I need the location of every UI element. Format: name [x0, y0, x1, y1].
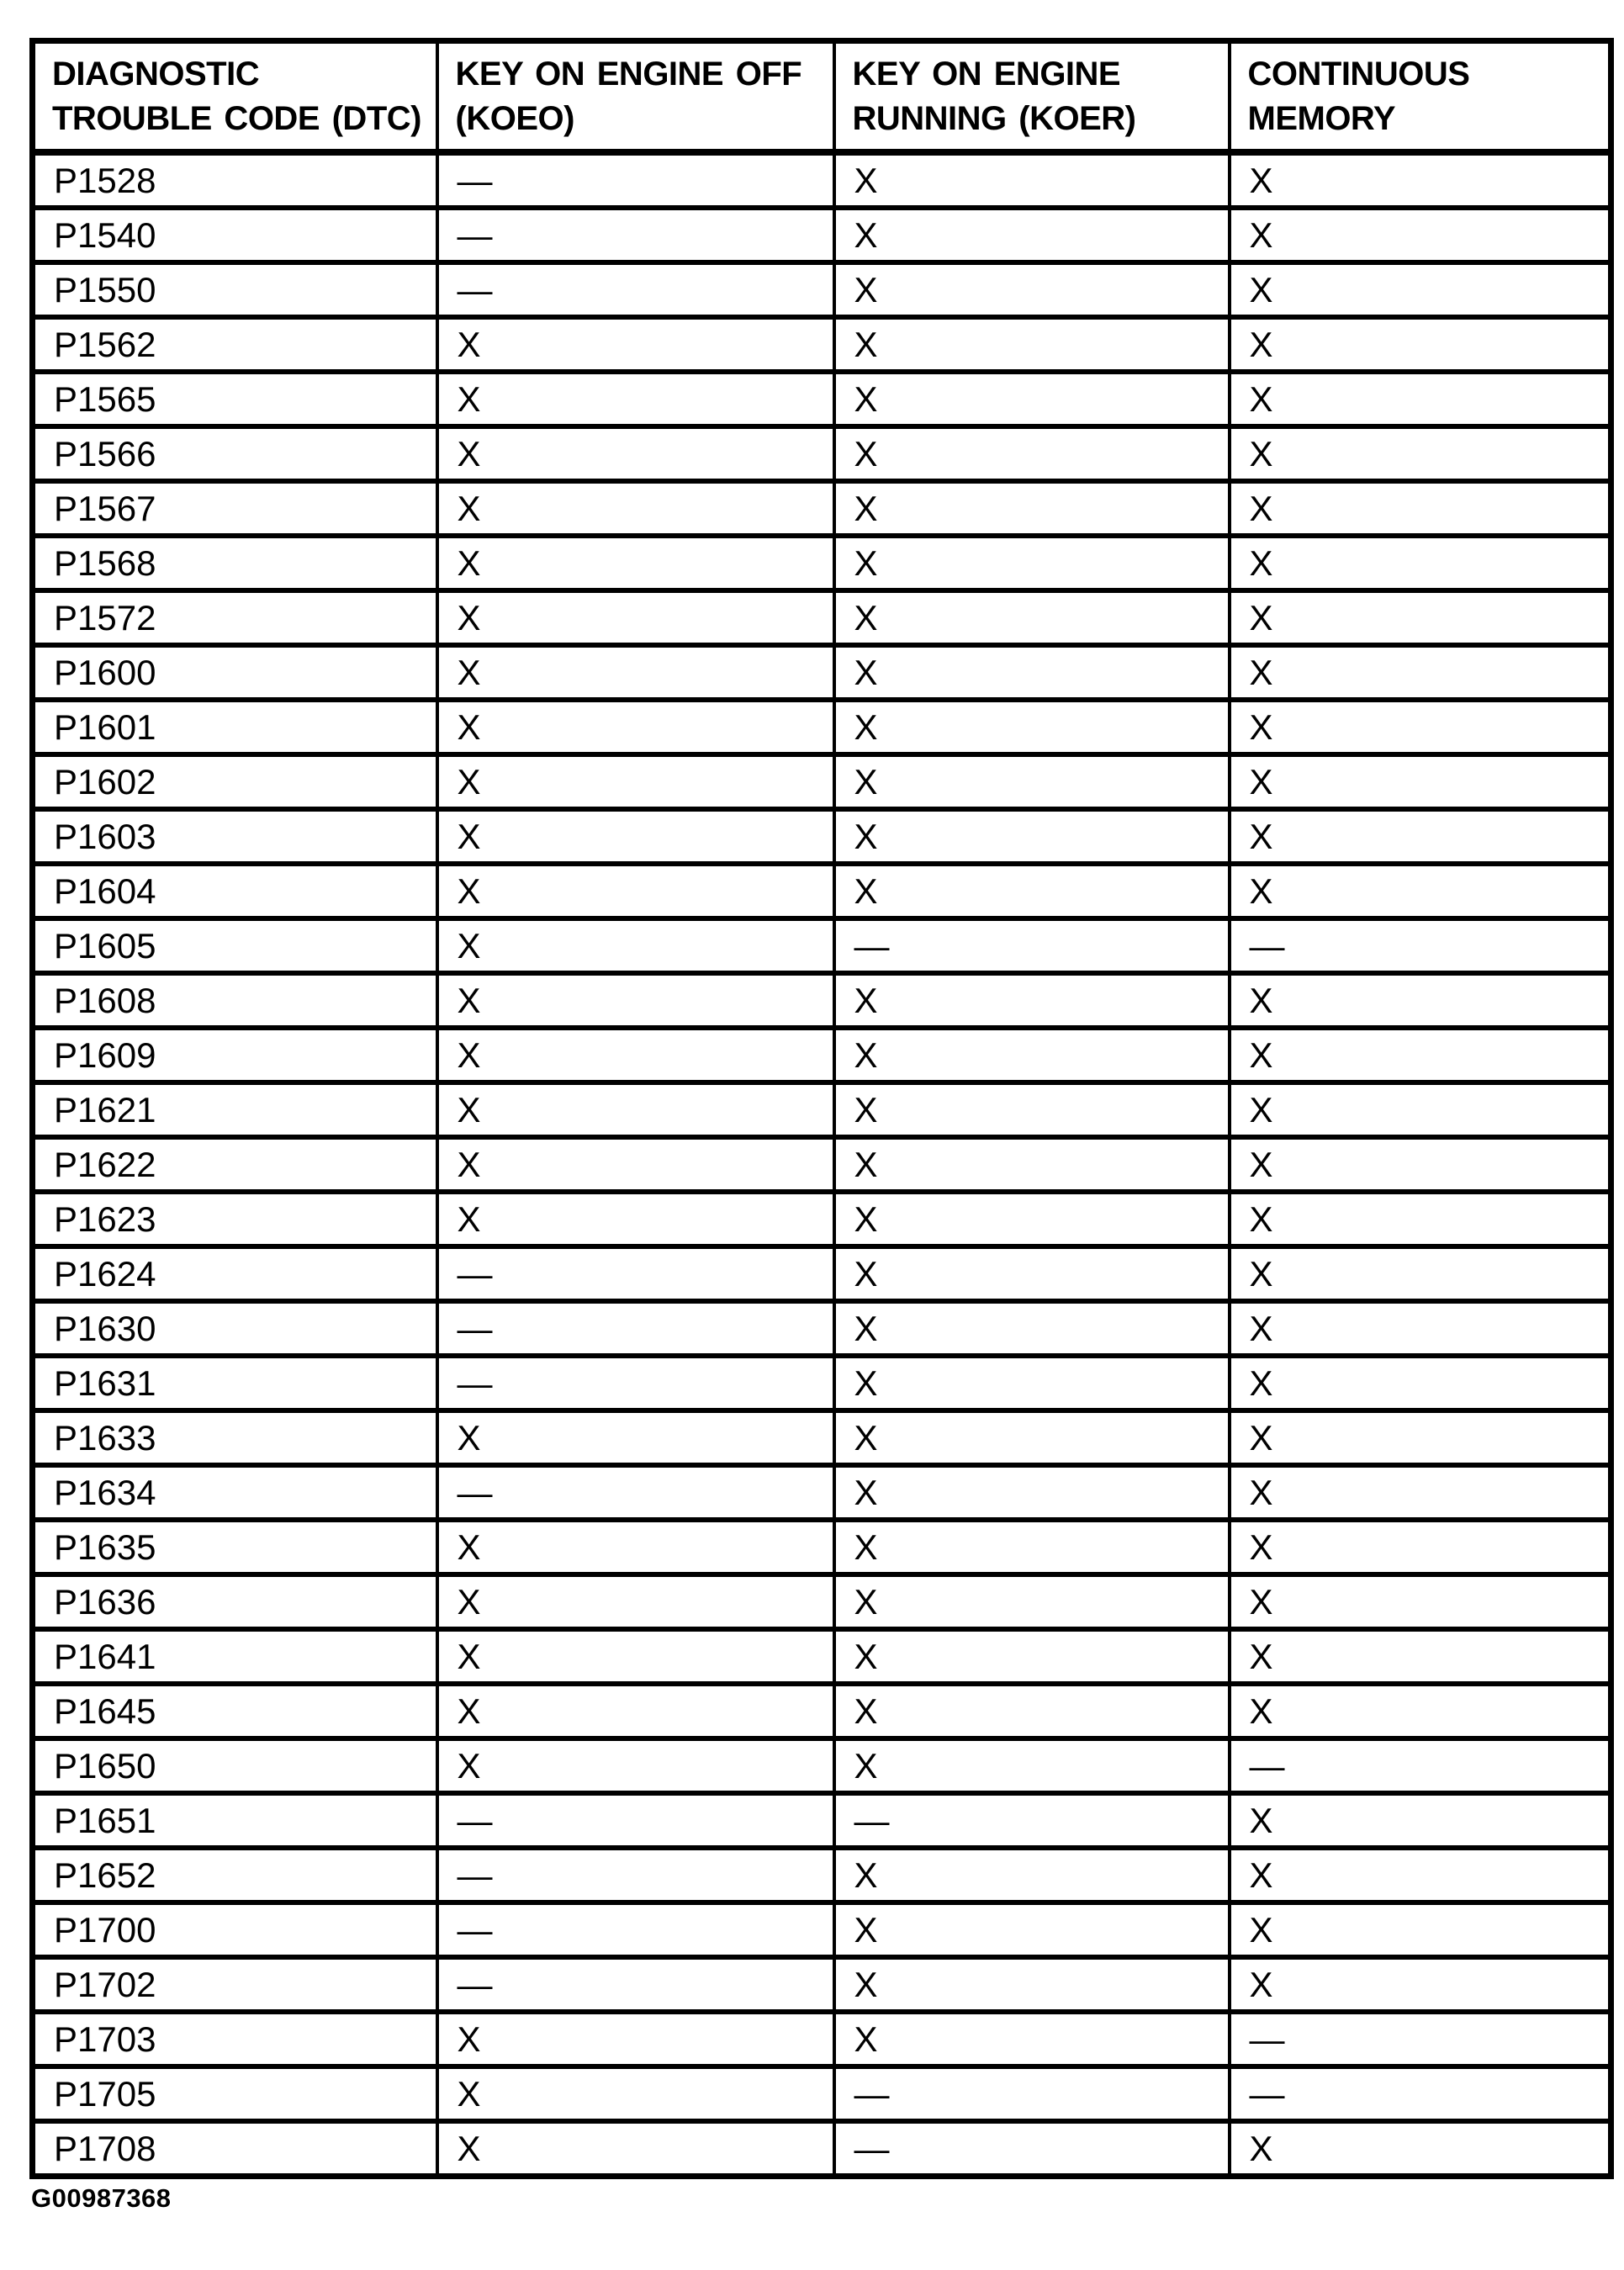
status-cell-cm: X	[1230, 1629, 1611, 1684]
dtc-code-cell: P1604	[33, 864, 437, 918]
status-cell-cm: X	[1230, 1520, 1611, 1574]
table-row	[33, 1082, 1611, 1137]
status-cell-koeo: X	[437, 1738, 834, 1793]
status-cell-koer: X	[834, 1082, 1230, 1137]
status-cell-koeo: —	[437, 1301, 834, 1356]
status-cell-koeo: X	[437, 864, 834, 918]
status-cell-cm: X	[1230, 645, 1611, 700]
status-cell-koer: X	[834, 1957, 1230, 2012]
dtc-code-cell: P1566	[33, 426, 437, 481]
status-cell-koeo: —	[437, 1848, 834, 1902]
status-cell-koer: X	[834, 864, 1230, 918]
table-row	[33, 864, 1611, 918]
status-cell-koer: X	[834, 700, 1230, 754]
status-cell-cm: X	[1230, 1574, 1611, 1629]
dtc-code-cell: P1645	[33, 1684, 437, 1738]
dtc-code-cell: P1700	[33, 1902, 437, 1957]
dtc-table-body	[33, 152, 1611, 2177]
status-cell-koer: X	[834, 317, 1230, 372]
dtc-code-cell: P1630	[33, 1301, 437, 1356]
status-cell-koeo: X	[437, 536, 834, 590]
status-cell-cm: X	[1230, 1465, 1611, 1520]
dtc-code-cell: P1562	[33, 317, 437, 372]
status-cell-koer: X	[834, 372, 1230, 426]
status-cell-koeo: X	[437, 1137, 834, 1192]
status-cell-cm: X	[1230, 2121, 1611, 2177]
dtc-code-cell: P1708	[33, 2121, 437, 2177]
table-row	[33, 372, 1611, 426]
status-cell-cm: X	[1230, 1137, 1611, 1192]
dtc-code-cell: P1636	[33, 1574, 437, 1629]
table-row	[33, 1684, 1611, 1738]
status-cell-koeo: X	[437, 700, 834, 754]
column-header-koer: KEY ON ENGINE RUNNING (KOER)	[834, 41, 1230, 153]
status-cell-koeo: X	[437, 754, 834, 809]
dtc-code-cell: P1624	[33, 1246, 437, 1301]
status-cell-koer: X	[834, 809, 1230, 864]
dtc-code-cell: P1608	[33, 973, 437, 1028]
status-cell-cm: X	[1230, 262, 1611, 317]
status-cell-koer: X	[834, 754, 1230, 809]
status-cell-koer: X	[834, 590, 1230, 645]
dtc-code-cell: P1621	[33, 1082, 437, 1137]
table-row	[33, 809, 1611, 864]
dtc-code-cell: P1567	[33, 481, 437, 536]
table-row	[33, 2012, 1611, 2066]
status-cell-koer: X	[834, 1738, 1230, 1793]
table-row	[33, 1520, 1611, 1574]
dtc-code-cell: P1609	[33, 1028, 437, 1082]
status-cell-cm: X	[1230, 208, 1611, 262]
figure-id-label: G00987368	[31, 2183, 172, 2213]
status-cell-koer: —	[834, 1793, 1230, 1848]
status-cell-koer: X	[834, 1574, 1230, 1629]
status-cell-koer: X	[834, 1246, 1230, 1301]
table-row	[33, 1192, 1611, 1246]
header-row	[33, 41, 1611, 153]
table-row	[33, 2121, 1611, 2177]
status-cell-koeo: X	[437, 2012, 834, 2066]
dtc-code-cell: P1540	[33, 208, 437, 262]
status-cell-cm: X	[1230, 1410, 1611, 1465]
status-cell-koeo: X	[437, 1684, 834, 1738]
status-cell-koeo: X	[437, 809, 834, 864]
table-row	[33, 262, 1611, 317]
dtc-code-cell: P1603	[33, 809, 437, 864]
status-cell-koer: X	[834, 1848, 1230, 1902]
table-row	[33, 1574, 1611, 1629]
status-cell-koer: X	[834, 1192, 1230, 1246]
status-cell-koer: X	[834, 1356, 1230, 1410]
dtc-code-cell: P1572	[33, 590, 437, 645]
table-row	[33, 1028, 1611, 1082]
table-row	[33, 1738, 1611, 1793]
dtc-code-cell: P1652	[33, 1848, 437, 1902]
status-cell-koer: X	[834, 262, 1230, 317]
status-cell-koer: X	[834, 1902, 1230, 1957]
status-cell-cm: X	[1230, 1356, 1611, 1410]
table-row	[33, 918, 1611, 973]
table-row	[33, 1848, 1611, 1902]
status-cell-koer: X	[834, 152, 1230, 208]
dtc-code-cell: P1635	[33, 1520, 437, 1574]
status-cell-koeo: X	[437, 317, 834, 372]
status-cell-koer: X	[834, 1301, 1230, 1356]
status-cell-cm: X	[1230, 1192, 1611, 1246]
dtc-code-cell: P1634	[33, 1465, 437, 1520]
dtc-code-cell: P1703	[33, 2012, 437, 2066]
table-row	[33, 1246, 1611, 1301]
column-header-continuous-memory: CONTINUOUS MEMORY	[1230, 41, 1611, 153]
status-cell-koer: X	[834, 1410, 1230, 1465]
status-cell-cm: —	[1230, 918, 1611, 973]
column-header-dtc: DIAGNOSTIC TROUBLE CODE (DTC)	[33, 41, 437, 153]
status-cell-cm: X	[1230, 152, 1611, 208]
status-cell-koer: X	[834, 1465, 1230, 1520]
table-row	[33, 536, 1611, 590]
status-cell-koeo: —	[437, 1356, 834, 1410]
status-cell-cm: X	[1230, 1957, 1611, 2012]
status-cell-cm: X	[1230, 1793, 1611, 1848]
dtc-table-header	[33, 41, 1611, 153]
status-cell-koeo: X	[437, 1574, 834, 1629]
table-row	[33, 208, 1611, 262]
table-row	[33, 754, 1611, 809]
dtc-code-cell: P1565	[33, 372, 437, 426]
table-row	[33, 645, 1611, 700]
status-cell-cm: X	[1230, 426, 1611, 481]
status-cell-koeo: —	[437, 1957, 834, 2012]
status-cell-koer: X	[834, 2012, 1230, 2066]
dtc-table	[29, 38, 1614, 2179]
status-cell-koer: —	[834, 2121, 1230, 2177]
status-cell-koeo: X	[437, 1192, 834, 1246]
status-cell-koer: —	[834, 918, 1230, 973]
status-cell-koeo: —	[437, 152, 834, 208]
table-row	[33, 152, 1611, 208]
status-cell-cm: X	[1230, 1684, 1611, 1738]
dtc-code-cell: P1633	[33, 1410, 437, 1465]
status-cell-cm: X	[1230, 973, 1611, 1028]
dtc-code-cell: P1622	[33, 1137, 437, 1192]
dtc-code-cell: P1631	[33, 1356, 437, 1410]
status-cell-koeo: —	[437, 1902, 834, 1957]
table-row	[33, 1410, 1611, 1465]
status-cell-cm: X	[1230, 809, 1611, 864]
table-row	[33, 1301, 1611, 1356]
status-cell-koer: X	[834, 973, 1230, 1028]
status-cell-koer: X	[834, 645, 1230, 700]
status-cell-koeo: X	[437, 1410, 834, 1465]
status-cell-koeo: X	[437, 426, 834, 481]
status-cell-koeo: X	[437, 1028, 834, 1082]
dtc-code-cell: P1651	[33, 1793, 437, 1848]
status-cell-cm: —	[1230, 1738, 1611, 1793]
status-cell-koer: X	[834, 1520, 1230, 1574]
dtc-code-cell: P1600	[33, 645, 437, 700]
table-row	[33, 700, 1611, 754]
status-cell-koeo: X	[437, 590, 834, 645]
table-row	[33, 2066, 1611, 2121]
dtc-code-cell: P1702	[33, 1957, 437, 2012]
status-cell-cm: X	[1230, 1082, 1611, 1137]
table-row	[33, 1902, 1611, 1957]
dtc-code-cell: P1705	[33, 2066, 437, 2121]
status-cell-cm: X	[1230, 1246, 1611, 1301]
table-row	[33, 1629, 1611, 1684]
dtc-code-cell: P1623	[33, 1192, 437, 1246]
status-cell-cm: X	[1230, 1301, 1611, 1356]
table-row	[33, 1356, 1611, 1410]
dtc-code-cell: P1602	[33, 754, 437, 809]
dtc-code-cell: P1650	[33, 1738, 437, 1793]
status-cell-koeo: X	[437, 918, 834, 973]
status-cell-koeo: X	[437, 1082, 834, 1137]
status-cell-cm: X	[1230, 481, 1611, 536]
table-row	[33, 973, 1611, 1028]
status-cell-cm: X	[1230, 1902, 1611, 1957]
status-cell-koeo: —	[437, 1793, 834, 1848]
status-cell-cm: X	[1230, 536, 1611, 590]
status-cell-koeo: —	[437, 1246, 834, 1301]
status-cell-koer: X	[834, 1028, 1230, 1082]
status-cell-koer: X	[834, 1684, 1230, 1738]
status-cell-cm: —	[1230, 2012, 1611, 2066]
status-cell-koeo: —	[437, 1465, 834, 1520]
status-cell-koer: X	[834, 481, 1230, 536]
status-cell-koeo: X	[437, 2066, 834, 2121]
status-cell-cm: X	[1230, 1028, 1611, 1082]
dtc-code-cell: P1601	[33, 700, 437, 754]
dtc-code-cell: P1528	[33, 152, 437, 208]
table-row	[33, 1957, 1611, 2012]
status-cell-koer: —	[834, 2066, 1230, 2121]
dtc-code-cell: P1550	[33, 262, 437, 317]
status-cell-cm: X	[1230, 754, 1611, 809]
dtc-code-cell: P1568	[33, 536, 437, 590]
table-row	[33, 590, 1611, 645]
status-cell-koeo: X	[437, 973, 834, 1028]
status-cell-cm: —	[1230, 2066, 1611, 2121]
status-cell-cm: X	[1230, 1848, 1611, 1902]
table-row	[33, 1793, 1611, 1848]
table-row	[33, 1465, 1611, 1520]
status-cell-koeo: X	[437, 645, 834, 700]
status-cell-cm: X	[1230, 317, 1611, 372]
table-row	[33, 1137, 1611, 1192]
table-row	[33, 481, 1611, 536]
status-cell-koeo: X	[437, 372, 834, 426]
status-cell-koeo: X	[437, 2121, 834, 2177]
column-header-koeo: KEY ON ENGINE OFF (KOEO)	[437, 41, 834, 153]
status-cell-koeo: X	[437, 481, 834, 536]
status-cell-koeo: X	[437, 1520, 834, 1574]
status-cell-cm: X	[1230, 864, 1611, 918]
status-cell-cm: X	[1230, 590, 1611, 645]
status-cell-koeo: —	[437, 262, 834, 317]
status-cell-koeo: X	[437, 1629, 834, 1684]
status-cell-koer: X	[834, 1137, 1230, 1192]
status-cell-koeo: —	[437, 208, 834, 262]
status-cell-koer: X	[834, 208, 1230, 262]
table-row	[33, 426, 1611, 481]
status-cell-koer: X	[834, 426, 1230, 481]
status-cell-cm: X	[1230, 700, 1611, 754]
dtc-code-cell: P1641	[33, 1629, 437, 1684]
status-cell-koer: X	[834, 1629, 1230, 1684]
table-row	[33, 317, 1611, 372]
status-cell-cm: X	[1230, 372, 1611, 426]
status-cell-koer: X	[834, 536, 1230, 590]
dtc-code-cell: P1605	[33, 918, 437, 973]
